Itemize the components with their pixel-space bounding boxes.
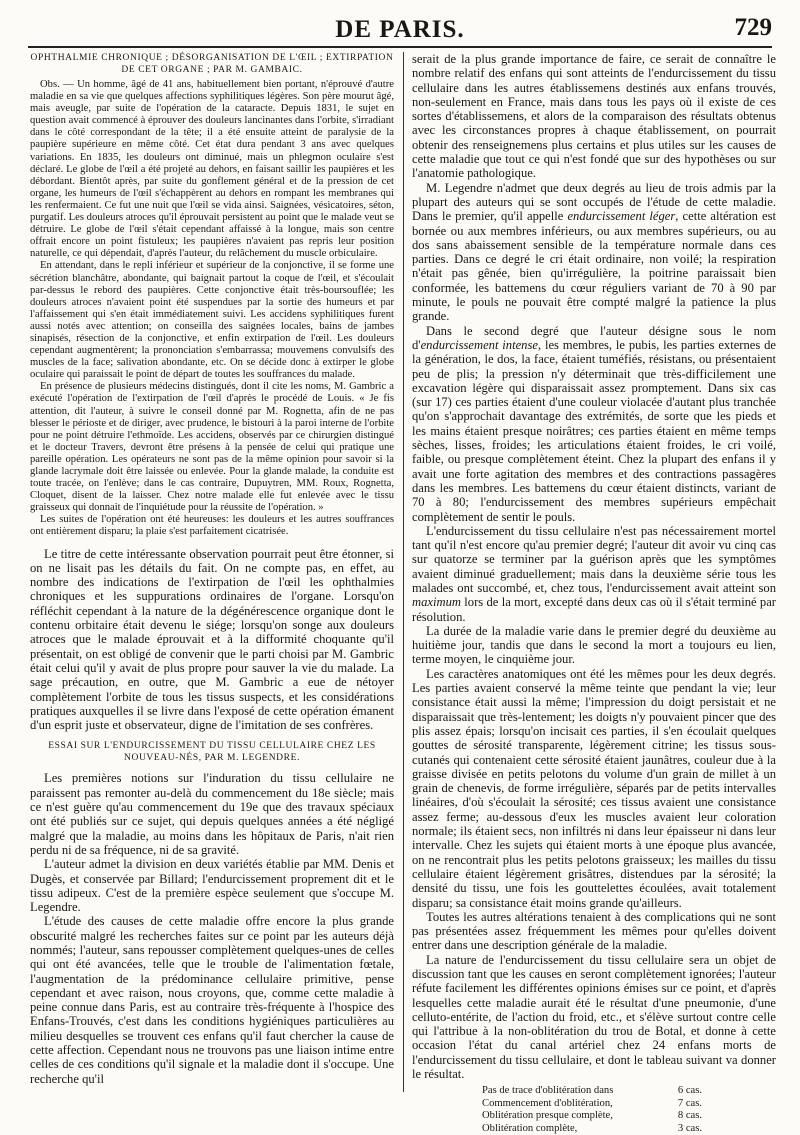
emphasis: endurcissement léger: [567, 209, 676, 224]
paragraph: L'endurcissement du tissu cellulaire n'est pas nécessairement mortel tant qu'il n'est encore qu'au premier degré; l'auteur dit avoir vu cinq cas sur quatorze se terminer par la guérison après que les symptômes avaient diminué graduellement; mais dans la deuxième série tous les malades ont succombé, et, chez tous, l'endurcissement avait atteint son maximum lors de la mort, excepté dans deux cas où il s'était terminé par résolution.: [412, 523, 776, 624]
paragraph: En attendant, dans le repli inférieur et supérieur de la conjonctive, il se forme une sécrétion blanchâtre, abondante, qui baignait partout la coque de l'œil, et s'écoulait par-dessus le rebord des paupières. Cette conjonctive était très-boursouflée; les douleurs atroces n'avaient point été suspendues par la sortie des humeurs et par l'affaissement qui s'en était immédiatement suivi. Les accidens syphilitiques furent aussi notés avec attention; on conseilla des saignées locales, bains de jambes sinapisés, résection de la conjonctive, et enfin extirpation de l'œil. Les douleurs cependant augmentèrent; la prononciation s'embarrassa; mouvemens convulsifs des muscles de la face; salivation abondante, etc. On se décide donc à extirper le globe oculaire qui paraissait le point de départ de toutes les souffrances du malade.: [30, 260, 394, 381]
paragraph: Dans le second degré que l'auteur désigne sous le nom d'endurcissement intense, les membres, le pubis, les parties externes de la génération, le dos, la face, étaient tuméfiés, résistans, ou présentaient peu de plis; la pression n'y déterminait que très-difficilement une excavation légère qui disparaissait assez promptement. Dans six cas (sur 17) ces parties étaient d'une couleur violacée d'autant plus tranchée qu'on s'approchait davantage des extrémités, de sorte que les pieds et les mains étaient presque noirâtres; ces parties étaient en même temps sèches, lisses, froides; les articulations étaient froides, le cri voilé, faible, ou presque complètement éteint. Chez la plupart des enfans il y avait une forte agitation des membres et des contractions passagères dans les membres. Les battemens du cœur étaient distincts, variant de 70 à 80; l'endurcissement des membres supérieurs empêchait complètement de sentir le pouls.: [412, 323, 776, 524]
obs-text: Un homme, âgé de 41 ans, habituellement bien portant, n'éprouvé d'autre maladie en sa vie que quelques affections syphilitiques légères. Son père mourut âgé, mais aveugle, par suite de l'opération de la cataracte. Depuis 1831, le sujet en question avait commencé à éprouver des douleurs lancinantes dans l'orbite, s'irradiant dans le côté correspondant de la tête; il a été ensuite atteint de paralysie de la paupière supérieure en même côté. Cet état dura pendant 3 ans avec quelques variations. En 1835, les douleurs ont diminué, mais un phlegmon oculaire s'est déclaré. Le globe de l'œil a été projeté au dehors, en faisant saillir les paupières et les débordant. Bientôt après, par suite du gonflement général et de la pression de cet organe, les humeurs de l'œil s'échappèrent au dehors en rompant les membranes qui les renfermaient. Ce fut une nuit que l'œil se vida ainsi. Saignées, vésicatoires, séton, purgatif. Les douleurs atroces qu'il éprouvait persistent au point que le malade veut se détruire. Le globe de l'œil s'était cependant affaissé à la longue, mais son centre offrait encore un point fistuleux; les paupières n'avaient pas repris leur position naturelle, ce qui dépendait, d'après l'auteur, du relâchement du muscle orbiculaire.: [30, 79, 394, 260]
left-column: [30, 52, 394, 1094]
paragraph: Le titre de cette intéressante observation pourrait peut être étonner, si on ne lisait pas les détails du fait. On ne compte pas, en effet, au nombre des indications de l'extirpation de l'œil les ophthalmies chroniques et les suppurations ordinaires de l'organe. Lorsqu'on réfléchit cependant à la nature de la dégénérescence organique dont le contenu orbitaire était devenu le siége; lorsqu'on songe aux douleurs atroces que le malade éprouvait et à la difformité choquante qu'il présentait, on est obligé de convenir que le parti choisi par M. Gambric était celui qu'il y avait de plus propre pour sauver la vie du malade. La sage précaution, en outre, que M. Gambric a eue de nétoyer complètement l'orbite de tous les tissus suspects, et les considérations pratiques auxquelles il se livre dans l'exposé de cette opération émanent d'un esprit juste et observateur, digne de l'imitation de ses confrères.: [30, 546, 394, 733]
paragraph: M. Legendre n'admet que deux degrés au lieu de trois admis par la plupart des auteurs qui se sont occupés de l'étude de cette maladie. Dans le premier, qu'il appelle endurcissement léger, cette altération est bornée ou aux membres inférieurs, ou aux membres supérieurs, ou au dos sans abaissement sensible de la température normale dans ces parties. Dans ce degré le cri était ordinaire, non voilé; la respiration n'était pas gênée, bien qu'irrégulière, la poitrine paraissait bien conformée, les battemens du cœur réguliers variant de 70 à 90 par minute, le pouls ne pouvait être compté malgré la patience la plus grande.: [412, 180, 776, 324]
section-title-endurcissement: ESSAI SUR L'ENDURCISSEMENT DU TISSU CELLULAIRE CHEZ LES NOUVEAU-NÉS, PAR M. LEGENDRE.: [48, 741, 376, 764]
paragraph: En présence de plusieurs médecins distingués, dont il cite les noms, M. Gambric a exécuté l'opération de l'extirpation de l'œil d'après le procédé de Louis. « Je fis attention, dit l'auteur, à suivre le conseil donné par M. Rognetta, afin de ne pas blesser le périoste et de diriger, avec prudence, le bistouri à la paroi interne de l'orbite pour ne point détruire l'ethmoïde. Les accidens, observés par ce chirurgien distingué et le docteur Travers, devront être présens à la pensée de celui qui pratique une pareille opération. Les opérateurs ne sont pas de la même opinion pour savoir si la glande lacrymale doit être laissée ou enlevée. Pour la glande malade, la conduite est toute tracée, on l'enlève; dans le cas contraire, Dupuytren, MM. Roux, Rognetta, Cloquet, disent de la laisser. Chez notre malade elle fut enlevée avec le tissu graisseux qui donnait de l'inquiétude pour la réussite de l'opération. »: [30, 381, 394, 514]
running-title: DE PARIS.: [335, 16, 465, 43]
table-row: Pas de trace d'oblitération dans 6 cas.: [482, 1085, 702, 1097]
paragraph: L'étude des causes de cette maladie offre encore la plus grande obscurité malgré les recherches faites sur ce point par les auteurs déjà nommés; l'auteur, sans repousser complètement quelques-unes de celles qui ont été avancées, telle que le trouble de l'alimentation fœtale, l'augmentation de la prédominance cellulaire primitive, pense cependant et avec raison, nous croyons, que, comme cette maladie à peine connue dans Paris, est au contraire très-fréquente à l'hospice des Enfans-Trouvés, c'est dans les conditions hygiéniques particulières au milieu desquelles se trouvent ces enfans qu'il faut chercher la cause de cette affection. Cependant nous ne trouvons pas une liaison intime entre celles de ces conditions qu'il signale et la maladie dont il s'occupe. Une recherche qu'il: [30, 914, 394, 1086]
paragraph: Les suites de l'opération ont été heureuses: les douleurs et les autres souffrances ont entièrement disparu; la plaie s'est parfaitement cicatrisée.: [30, 514, 394, 538]
paragraph: Toutes les autres altérations tenaient à des complications qui ne sont pas présentées assez fréquemment les mêmes pour qu'elles doivent entrer dans une description générale de la maladie.: [412, 909, 776, 953]
paragraph: L'auteur admet la division en deux variétés établie par MM. Denis et Dugès, et conservée par Billard; l'endurcissement proprement dit et le tissu adipeux. C'est de la première espèce seulement que s'occupe M. Legendre.: [30, 857, 394, 915]
section-title-ophthalmie: OPHTHALMIE CHRONIQUE ; DÉSORGANISATION DE L'ŒIL ; EXTIRPATION DE CET ORGANE ; PAR M. GAMBAIC.: [30, 53, 394, 75]
paragraph: La durée de la maladie varie dans le premier degré du deuxième au huitième jour, tandis que dans le second la mort a toujours eu lien, terme moyen, le cinquième jour.: [412, 623, 776, 667]
page-header: [28, 14, 772, 44]
emphasis: maximum: [412, 595, 461, 610]
paragraph: Les caractères anatomiques ont été les mêmes pour les deux degrés. Les parties avaient conservé la même teinte que pendant la vie; leur consistance était aussi la même; l'impression du doigt persistait et ne disparaissait que très-lentement; les doigts n'y pouvaient pincer que des plis assez épais; lorsqu'on incisait ces parties, il s'en écoulait quelques gouttes de sérosité transparente, légèrement citrine; les tissus sous-cutanés qui contenaient cette sérosité étaient jaunâtres, couleur due à la graisse divisée en petits pelotons du volume d'un grain de millet à un grain de chenevis, de forme irrégulière, séparés par de petits intervalles linéaires, d'où s'écoulait la sérosité; ces tissus avaient une consistance assez ferme; au-dessous d'eux les muscles avaient leur coloration normale; ils étaient secs, non infiltrés ni dans leur épaisseur ni dans leur intervalle. Chez les sujets qui étaient morts à une époque plus avancée, on ne rencontrait plus les petits pelotons graisseux; les mailles du tissu cellulaire étaient légèrement grisâtres, distendues par la sérosité; la densité du tissu, une fois les gouttelettes écoulées, avait totalement disparu; sa consistance était moins grande qu'ailleurs.: [412, 666, 776, 910]
paragraph: Les premières notions sur l'induration du tissu cellulaire ne paraissent pas remonter au-delà du commencement du 18e siècle; mais ce n'est guère qu'au commencement du 19e que des travaux spéciaux ont été publiés sur ce sujet, qui depuis quelques années a été négligé malgré que la maladie, au moins dans les hôpitaux de Paris, n'ait rien perdu ni de sa fréquence, ni de sa gravité.: [30, 771, 394, 857]
page-number: 729: [734, 14, 772, 41]
emphasis: endurcissement intense: [420, 337, 538, 352]
paragraph: serait de la plus grande importance de faire, ce serait de connaître le nombre relatif des enfans qui sont atteints de l'endurcissement du tissu cellulaire dans les autres établissemens destinés aux enfans trouvés, non-seulement en France, mais dans tous les pays où il existe de ces sortes d'établissemens, et alors de la comparaison des résultats obtenus avec les circonstances propres à chaque établissement, on pourrait obtenir des renseignemens plus certains et plus utiles sur les causes de cette maladie que tout ce qui n'est fondé que sur des hypothèses ou sur l'anatomie pathologique.: [412, 52, 776, 181]
column-divider: [403, 52, 404, 1092]
table-row: Commencement d'oblitération, 7 cas.: [482, 1097, 702, 1109]
right-column: [412, 52, 776, 1134]
results-table: [482, 1085, 702, 1135]
table-row: Oblitération complète, 3 cas.: [482, 1122, 702, 1134]
paragraph: La nature de l'endurcissement du tissu cellulaire sera un objet de discussion tant que les causes en seront complètement ignorées; l'auteur réfute facilement les différentes opinions émises sur ce point, et d'après lesquelles cette maladie aurait été le résultat d'une pneumonie, d'une celluto-entérite, de l'action du froid, etc., et s'élève surtout contre celle qui l'attribue à la non-oblitération du trou de Botal, et donne à cette occasion l'état du canal artériel chez 24 enfans morts de l'endurcissement du tissu cellulaire, et dont le tableau suivant va donner le résultat.: [412, 952, 776, 1082]
observation-paragraph: [30, 79, 394, 260]
table-row: Oblitération presque complète, 8 cas.: [482, 1110, 702, 1122]
obs-label: Obs. —: [40, 79, 74, 90]
header-rule: [28, 46, 772, 48]
